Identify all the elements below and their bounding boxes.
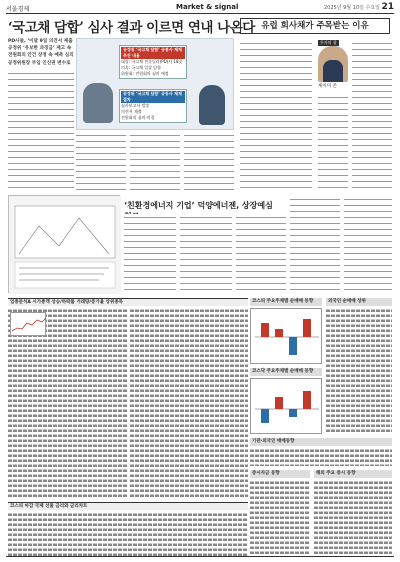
lead-body-col2 bbox=[76, 132, 126, 190]
fund-flow-table bbox=[250, 480, 310, 556]
infographic-box-title: 공정위 ‘국고채 담합’ 공통사 제재 추진 내용 bbox=[121, 47, 185, 59]
author-photo bbox=[318, 46, 348, 82]
infographic-row: 대상: 국고채 전문딜러(PD)사 18곳 bbox=[121, 59, 183, 64]
infographic-row: 의견서 제출 bbox=[121, 109, 142, 114]
photo-drawing bbox=[9, 196, 121, 294]
person-figure bbox=[199, 85, 225, 125]
lead-lede bbox=[8, 38, 74, 67]
market-section-title: 코스피 마감 국제 선물 금리와 금리차트 bbox=[8, 502, 248, 510]
infographic-box bbox=[119, 45, 187, 79]
market-section-title: 해외 주요 증시 동향 bbox=[314, 470, 392, 478]
lede-line: 공정위원장 부임 인신권 변수로 bbox=[8, 60, 71, 66]
opinion-label: 투자의 창 bbox=[320, 40, 337, 45]
mid-body-col5 bbox=[344, 196, 392, 294]
mid-story-photo bbox=[8, 195, 120, 293]
global-markets-table bbox=[314, 480, 392, 556]
lead-infographic bbox=[76, 38, 234, 130]
rates-table bbox=[8, 512, 248, 556]
mid-body-col4 bbox=[290, 196, 340, 294]
net-buy-chart-kosdaq bbox=[250, 378, 322, 434]
market-section-title: 코스닥 주요주체별 순매매 동향 bbox=[250, 368, 322, 376]
lead-headline[interactable]: ‘국고채 담합’ 심사 결과 이르면 연내 나온다 bbox=[8, 20, 255, 36]
market-section-title: 기관·외국인 매매동향 bbox=[250, 438, 392, 446]
paper-name: 서울경제 bbox=[6, 6, 30, 13]
lede-line: 공정위 ‘유보한 과징금’ 제고 속 bbox=[8, 46, 72, 52]
net-buy-bars bbox=[251, 309, 323, 365]
mid-body-col3 bbox=[236, 214, 286, 294]
mid-body-col1 bbox=[124, 214, 176, 294]
lead-body-col1 bbox=[8, 70, 74, 190]
infographic-box bbox=[119, 89, 187, 123]
page-header bbox=[6, 2, 394, 14]
lede-line: PD사들, ‘이달 9일 의견서 제출 bbox=[8, 39, 73, 44]
lead-body-col3 bbox=[130, 132, 180, 190]
person-figure bbox=[83, 83, 113, 123]
infographic-row: 위원회: 전원회의 심의 예정 bbox=[121, 71, 169, 76]
net-buy-bars bbox=[251, 379, 323, 435]
infographic-box-title: 공정위 ‘국고채 담합’ 공동사 제재 절차 bbox=[121, 91, 185, 103]
infographic-row: 심사보고서 발송 bbox=[121, 103, 150, 108]
market-section-title: 증시자금 동향 bbox=[250, 470, 310, 478]
section-name: Market & signal bbox=[176, 3, 239, 11]
lead-body-col4 bbox=[184, 132, 234, 190]
infographic-row: 전원회의 심의·의결 bbox=[121, 115, 155, 120]
net-buy-chart-kospi bbox=[250, 308, 322, 364]
lede-line: 전원회의 안건 상정 속 예측 심의 bbox=[8, 53, 74, 59]
kospi-mini-chart bbox=[10, 312, 46, 336]
opinion-body-col1 bbox=[240, 40, 312, 190]
foreign-net-buy-table bbox=[326, 308, 392, 434]
market-section-title: 업종분석A 시가총액 상승/하락률 거래량/증가율 상위종목 bbox=[8, 298, 248, 306]
market-section-title: 외국인 순매매 상위 bbox=[326, 298, 392, 306]
issue-date: 2025년 9월 10일 수요일 bbox=[323, 5, 380, 11]
author-byline bbox=[318, 84, 337, 90]
opinion-headline[interactable]: 유럽 회사채가 주목받는 이유 bbox=[240, 18, 390, 34]
page-number: 21 bbox=[381, 2, 394, 12]
opinion-body-col2 bbox=[318, 94, 348, 190]
author-name: 제이미 존 bbox=[318, 84, 337, 89]
mid-body-col2 bbox=[180, 214, 232, 294]
infographic-row: 의혹: 국고채 입찰 담합 bbox=[121, 65, 161, 70]
mid-headline[interactable]: ‘친환경에너지 기업’ 덕양에너젠, 상장예심 bbox=[124, 201, 273, 210]
opinion-body-col3 bbox=[352, 40, 392, 190]
market-section-title: 코스피 주요주체별 순매매 동향 bbox=[250, 298, 322, 306]
page-footer bbox=[6, 556, 394, 560]
institution-table bbox=[250, 448, 392, 466]
kospi-mini-line bbox=[11, 313, 47, 337]
market-table-kosdaq bbox=[130, 308, 248, 498]
